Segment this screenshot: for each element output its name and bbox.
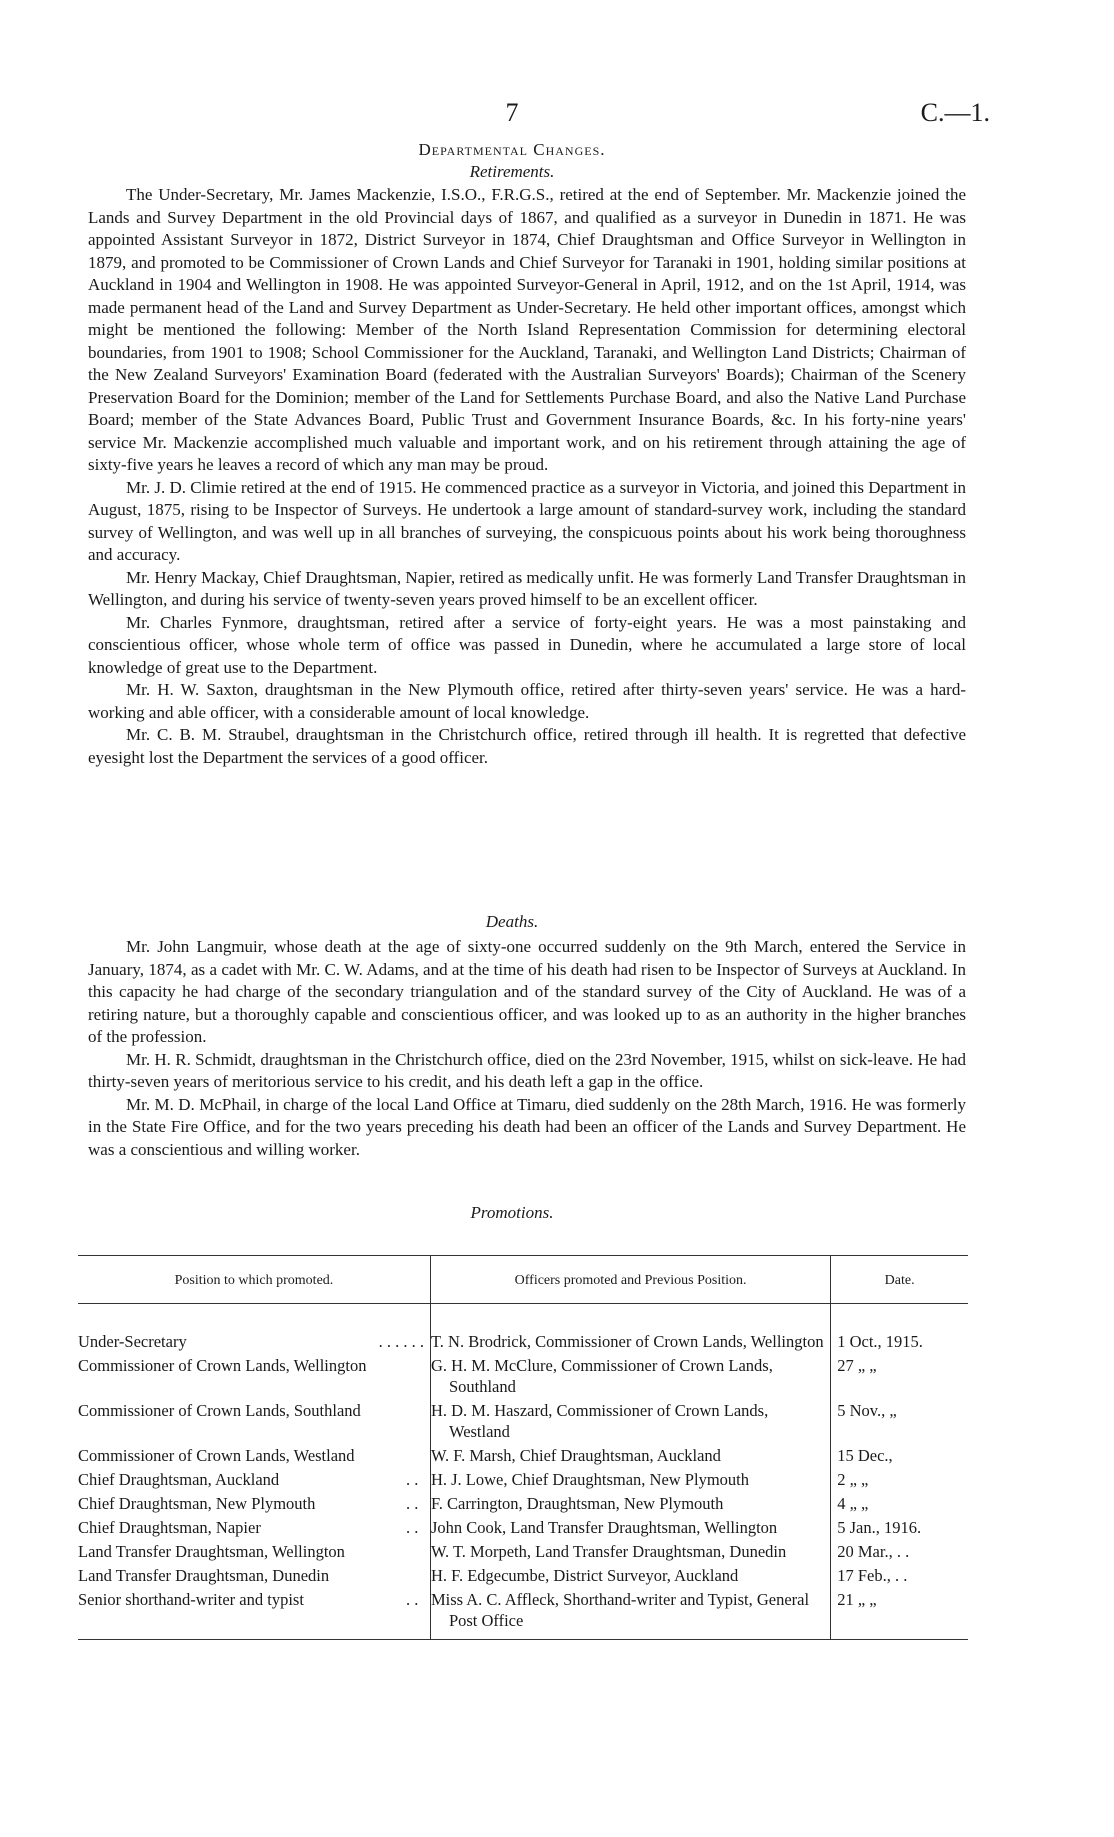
date-cell: 21 „ „ bbox=[831, 1588, 968, 1640]
paragraph: Mr. C. B. M. Straubel, draughtsman in the Christchurch office, retired through ill health. It is regretted that defective eyesight lost the Department the services of a good officer. bbox=[88, 725, 966, 767]
position-text: Commissioner of Crown Lands, Westland bbox=[78, 1446, 355, 1465]
date-cell: 20 Mar., . . bbox=[837, 1542, 910, 1561]
position-cell bbox=[78, 1304, 430, 1355]
paragraph: Mr. H. R. Schmidt, draughtsman in the Christchurch office, died on the 23rd November, 1915, whilst on sick-leave. He had thirty-seven years of meritorious service to his credit, and his death left a gap in the office. bbox=[88, 1049, 966, 1091]
page-number: 7 bbox=[505, 98, 519, 127]
paragraph: The Under-Secretary, Mr. James Mackenzie, I.S.O., F.R.G.S., retired at the end of September. Mr. Mackenzie joined the Lands and Survey Department in the old Provincial days of 1867, and qualified as a surveyor in Dunedin in 1871. He was appointed Assistant Surveyor in 1872, District Surveyor in 1874, Chief Draughtsman and Office Surveyor in Wellington in 1879, and promoted to be Commissioner of Crown Lands and Chief Surveyor for Taranaki in 1901, holding similar positions at Auckland in 1904 and Wellington in 1908. He was appointed Surveyor-General in April, 1912, and on the 1st April, 1914, was made permanent head of the Land and Survey Department as Under-Secretary. He held other important offices, amongst which might be mentioned the following: Member of the North Island Representation Commission for determining electoral boundaries, from 1901 to 1908; School Commissioner for the Auckland, Taranaki, and Wellington Land Districts; Chairman of the New Zealand Surveyors' Examination Board (federated with the Australian Surveyors' Boards); Chairman of the Scenery Preservation Board for the Dominion; member of the Land for Settlements Purchase Board, and also the Native Land Purchase Board; member of the State Advances Board, Public Trust and Government Insurance Boards, &c. In his forty-nine years' service Mr. Mackenzie accomplished much valuable and important work, and on his retirement through attaining the age of sixty-five years he leaves a record of which any man may be proud. bbox=[88, 185, 966, 474]
deaths-text bbox=[88, 936, 966, 1161]
officer-cell: F. Carrington, Draughtsman, New Plymouth bbox=[430, 1492, 830, 1516]
date-cell: 27 „ „ bbox=[837, 1356, 877, 1375]
officer-cell: W. T. Morpeth, Land Transfer Draughtsman, Dunedin bbox=[430, 1540, 830, 1564]
table-row bbox=[78, 1304, 968, 1355]
paragraph: Mr. John Langmuir, whose death at the age of sixty-one occurred suddenly on the 9th March, entered the Service in January, 1874, as a cadet with Mr. C. W. Adams, and at the time of his death had risen to be Inspector of Surveys at Auckland. In this capacity he had charge of the secondary triangulation and of the standard survey of the City of Auckland. He was of a retiring nature, but a thoroughly capable and conscientious officer, and was looked up to as an authority in the higher branches of the profession. bbox=[88, 937, 966, 1046]
table-row bbox=[78, 1444, 968, 1468]
officer-cell: H. J. Lowe, Chief Draughtsman, New Plymouth bbox=[430, 1468, 830, 1492]
officer-cell: John Cook, Land Transfer Draughtsman, Wellington bbox=[430, 1516, 830, 1540]
table-row bbox=[78, 1399, 968, 1444]
position-text: Chief Draughtsman, Napier bbox=[78, 1518, 261, 1537]
paragraph: Mr. M. D. McPhail, in charge of the local Land Office at Timaru, died suddenly on the 28th March, 1916. He was formerly in the State Fire Office, and for the two years preceding his death had been an officer of the Lands and Survey Department. He was a conscientious and willing worker. bbox=[88, 1094, 966, 1159]
date-cell: 1 Oct., 1915. bbox=[837, 1332, 923, 1351]
position-text: Chief Draughtsman, Auckland bbox=[78, 1470, 280, 1489]
date-cell: 15 Dec., bbox=[837, 1446, 893, 1465]
position-cell: Chief Draughtsman, Auckland . . bbox=[78, 1470, 419, 1489]
page-reference: C.—1. bbox=[920, 98, 990, 127]
table-header-row bbox=[78, 1256, 968, 1304]
officer-cell: H. D. M. Haszard, Commissioner of Crown Lands, Westland bbox=[430, 1399, 830, 1444]
dot-leader: . . . . . . bbox=[378, 1332, 424, 1351]
table-row bbox=[78, 1492, 968, 1516]
officer-cell: T. N. Brodrick, Commissioner of Crown Lands, Wellington bbox=[430, 1304, 830, 1355]
promotions-table bbox=[78, 1255, 968, 1640]
officer-cell: G. H. M. McClure, Commissioner of Crown Lands, Southland bbox=[430, 1354, 830, 1399]
table-row bbox=[78, 1540, 968, 1564]
position-text: Commissioner of Crown Lands, Wellington bbox=[78, 1356, 367, 1375]
position-cell bbox=[78, 1354, 430, 1399]
position-cell: Chief Draughtsman, Napier . . bbox=[78, 1518, 419, 1537]
table-row bbox=[78, 1564, 968, 1588]
table-row bbox=[78, 1588, 968, 1640]
column-header: Date. bbox=[831, 1256, 968, 1304]
date-cell: 4 „ „ bbox=[837, 1494, 869, 1513]
paragraph: Mr. Charles Fynmore, draughtsman, retired after a service of forty-eight years. He was a most painstaking and conscientious officer, whose whole term of office was passed in Dunedin, where he accumulated a large store of local knowledge of great use to the Department. bbox=[88, 612, 966, 677]
officer-cell: Miss A. C. Affleck, Shorthand-writer and Typist, General Post Office bbox=[430, 1588, 830, 1640]
deaths-heading: Deaths. bbox=[485, 912, 539, 931]
position-text: Chief Draughtsman, New Plymouth bbox=[78, 1494, 316, 1513]
position-cell: Chief Draughtsman, New Plymouth . . bbox=[78, 1494, 419, 1513]
date-cell: 5 Nov., „ bbox=[837, 1401, 897, 1420]
paragraph: Mr. H. W. Saxton, draughtsman in the New Plymouth office, retired after thirty-seven years' service. He was a hard-working and able officer, with a considerable amount of local knowledge. bbox=[88, 680, 966, 722]
position-text: Land Transfer Draughtsman, Dunedin bbox=[78, 1566, 330, 1585]
table-row bbox=[78, 1468, 968, 1492]
officer-cell: H. F. Edgecumbe, District Surveyor, Auckland bbox=[430, 1564, 830, 1588]
position-cell bbox=[78, 1540, 430, 1564]
position-text: Land Transfer Draughtsman, Wellington bbox=[78, 1542, 345, 1561]
paragraph: Mr. J. D. Climie retired at the end of 1915. He commenced practice as a surveyor in Victoria, and joined this Department in August, 1875, rising to be Inspector of Surveys. He undertook a large amount of standard-survey work, including the standard survey of Wellington, and was well up in all branches of surveying, the conspicuous points about his work being thoroughness and accuracy. bbox=[88, 477, 966, 564]
date-cell: 17 Feb., . . bbox=[837, 1566, 908, 1585]
position-cell: Senior shorthand-writer and typist . . bbox=[78, 1588, 430, 1640]
column-header: Officers promoted and Previous Position. bbox=[430, 1256, 830, 1304]
position-text: Senior shorthand-writer and typist bbox=[78, 1590, 304, 1609]
position-text: Commissioner of Crown Lands, Southland bbox=[78, 1401, 361, 1420]
date-cell: 5 Jan., 1916. bbox=[837, 1518, 922, 1537]
paragraph: Mr. Henry Mackay, Chief Draughtsman, Napier, retired as medically unfit. He was formerly Land Transfer Draughtsman in Wellington, and during his service of twenty-seven years proved himself to be an excellent officer. bbox=[88, 567, 966, 609]
position-cell bbox=[78, 1399, 430, 1444]
officer-cell: W. F. Marsh, Chief Draughtsman, Auckland bbox=[430, 1444, 830, 1468]
table-row bbox=[78, 1516, 968, 1540]
position-cell bbox=[78, 1564, 430, 1588]
position-text: Under-Secretary bbox=[78, 1332, 187, 1351]
retirements-text bbox=[88, 184, 966, 769]
column-header: Position to which promoted. bbox=[78, 1256, 430, 1304]
promotions-heading: Promotions. bbox=[470, 1203, 554, 1222]
position-cell bbox=[78, 1444, 430, 1468]
table-row bbox=[78, 1354, 968, 1399]
section-title: Departmental Changes. bbox=[418, 140, 606, 159]
retirements-heading: Retirements. bbox=[469, 162, 555, 181]
date-cell: 2 „ „ bbox=[837, 1470, 869, 1489]
